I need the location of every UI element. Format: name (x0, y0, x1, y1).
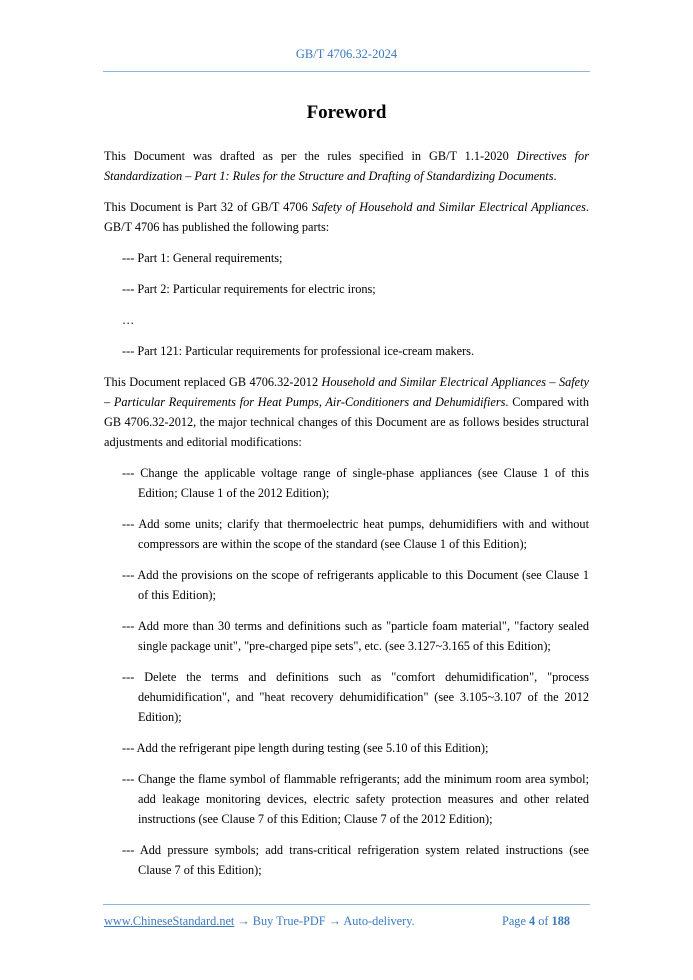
intro-p1-text: This Document was drafted as per the rules specified in GB/T 1.1-2020 (104, 149, 517, 163)
change-list-item: --- Add pressure symbols; add trans-critical refrigeration system related instructions (see Clause 7 of this Edition); (122, 843, 589, 877)
replaced-end: . Compared with GB 4706.32-2012, the major technical changes of this Document are as follows besides structural adjustments and editorial modifications: (104, 395, 589, 449)
auto-delivery-text: Auto-delivery. (343, 914, 415, 928)
footer-links (104, 914, 415, 929)
intro-paragraph-2 (104, 197, 589, 237)
of-label: of (538, 914, 549, 928)
intro-p2-italic: Safety of Household and Similar Electrical Appliances (311, 200, 586, 214)
intro-p1-end: . (553, 169, 557, 183)
buy-pdf-link[interactable]: Buy True-PDF (252, 914, 326, 928)
change-list-item: --- Add more than 30 terms and definitions such as "particle foam material", "factory sealed single package unit", "pre-charged pipe sets", etc. (see 3.127~3.165 of this Edition); (122, 619, 589, 653)
change-list-item: --- Change the applicable voltage range of single-phase appliances (see Clause 1 of this Edition; Clause 1 of the 2012 Edition); (122, 466, 589, 500)
parts-list-ellipsis: … (122, 313, 135, 327)
intro-p2-end: . GB/T 4706 has published the following parts: (104, 200, 589, 234)
document-body (104, 146, 589, 891)
page-indicator (502, 914, 570, 929)
change-list-item: --- Add some units; clarify that thermoelectric heat pumps, dehumidifiers with and without compressors are within the scope of the standard (see Clause 1 of this Edition); (122, 517, 589, 551)
replaced-text: This Document replaced GB 4706.32-2012 (104, 375, 322, 389)
arrow-icon: → (234, 914, 253, 928)
page-label: Page (502, 914, 526, 928)
replaced-paragraph (104, 372, 589, 452)
site-link[interactable]: www.ChineseStandard.net (104, 914, 235, 928)
total-pages: 188 (551, 914, 570, 928)
intro-p2-text: This Document is Part 32 of GB/T 4706 (104, 200, 312, 214)
change-list-item: --- Change the flame symbol of flammable refrigerants; add the minimum room area symbol; add leakage monitoring devices, electric safety protection measures and other related instructions (see Clause 7 of this Edition; Clause 7 of the 2012 Edition); (122, 772, 589, 826)
header-divider (103, 71, 590, 72)
arrow-icon: → (325, 914, 344, 928)
parts-list-item: --- Part 121: Particular requirements for professional ice-cream makers. (122, 344, 475, 358)
parts-list-item: --- Part 1: General requirements; (122, 251, 283, 265)
change-list-item: --- Add the refrigerant pipe length during testing (see 5.10 of this Edition); (122, 741, 489, 755)
page-number: 4 (528, 914, 536, 928)
page-header: GB/T 4706.32-2024 (295, 47, 398, 61)
intro-paragraph-1 (104, 146, 589, 186)
parts-list-item: --- Part 2: Particular requirements for electric irons; (122, 282, 376, 296)
replaced-italic: Household and Similar Electrical Appliances – Safety – Particular Requirements for Heat Pumps, Air-Conditioners and Dehumidifiers (104, 375, 590, 409)
change-list-item: --- Delete the terms and definitions such as "comfort dehumidification", "process dehumidification", and "heat recovery dehumidification" (see 3.105~3.107 of the 2012 Edition); (122, 670, 589, 724)
footer-divider (103, 904, 590, 905)
intro-p1-italic: Directives for Standardization – Part 1: Rules for the Structure and Drafting of Standardizing Documents (104, 149, 589, 183)
change-list-item: --- Add the provisions on the scope of refrigerants applicable to this Document (see Clause 1 of this Edition); (122, 568, 589, 602)
page-title: Foreword (306, 102, 387, 123)
